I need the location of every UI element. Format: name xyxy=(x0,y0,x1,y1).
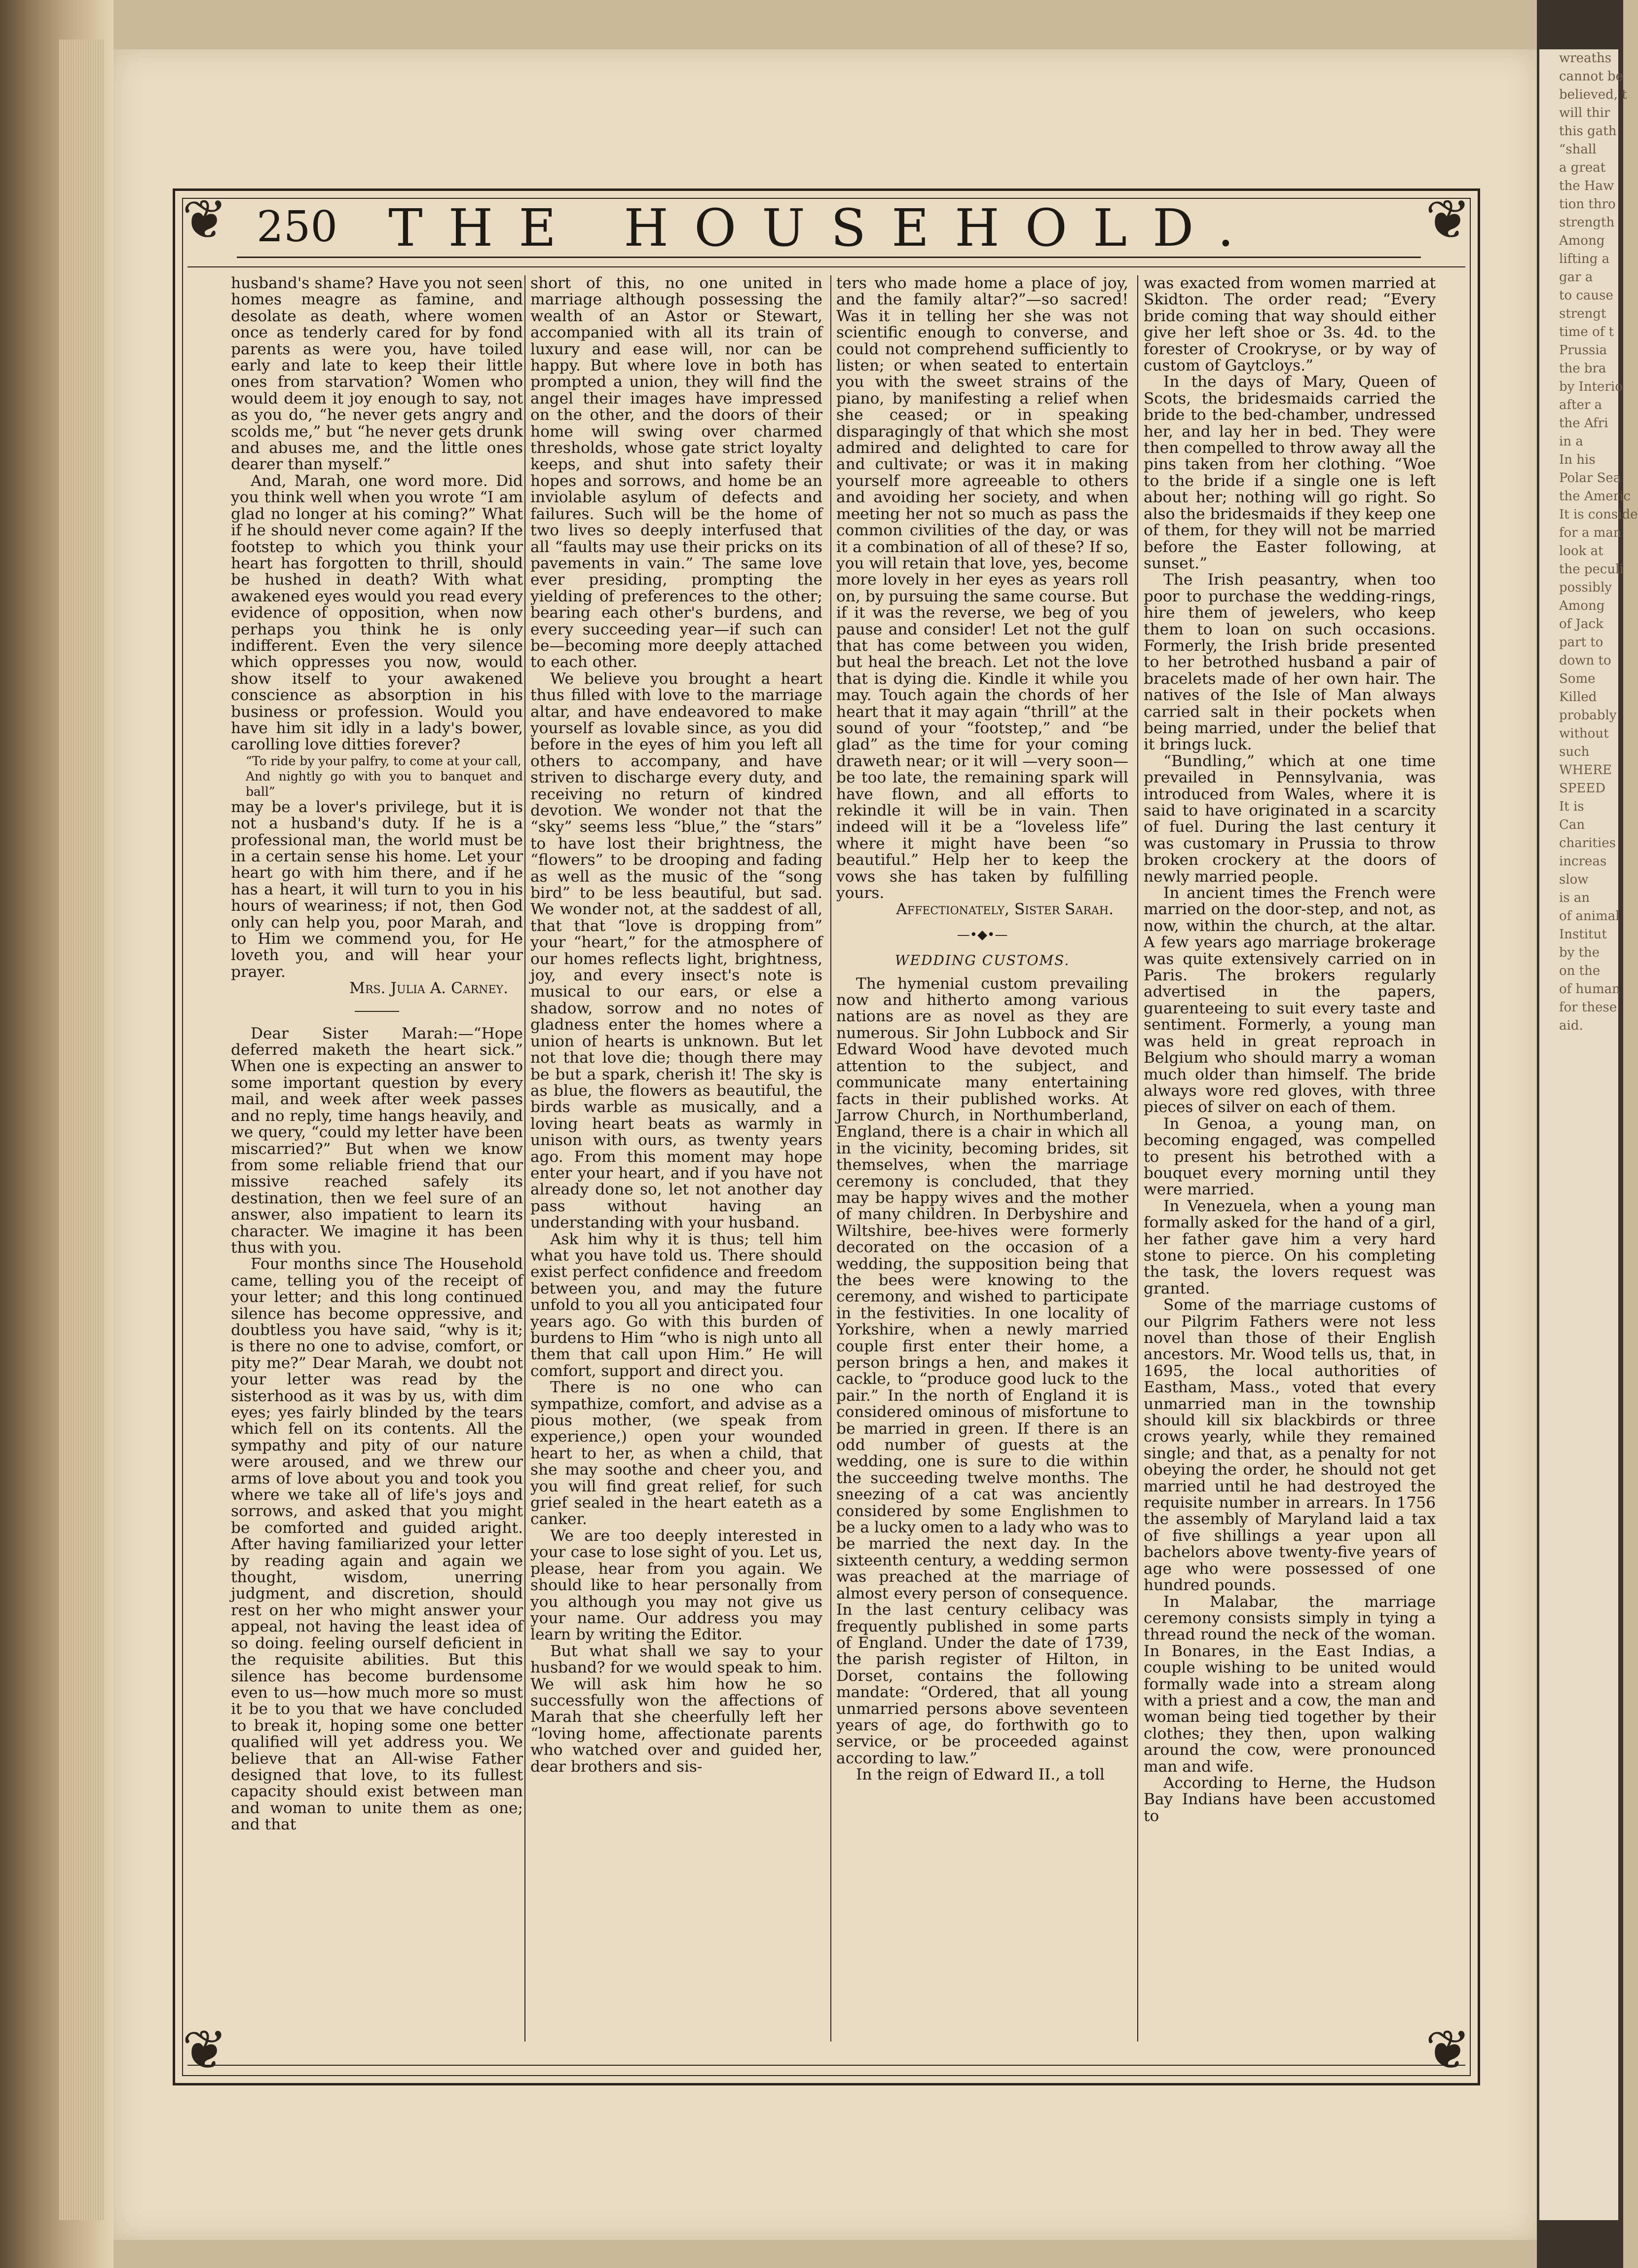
next-page-text-fragment: on the xyxy=(1559,964,1601,978)
column-divider xyxy=(524,275,525,2042)
paragraph: We are too deeply interested in your case to lose sight of you. Let us, please, hear from you again. We should like to hear personally from you although you may not give us your name. Our address you may learn by writing the Editor. xyxy=(530,1526,822,1644)
next-page-text-fragment: increas xyxy=(1559,854,1607,869)
next-page-text-fragment: wreaths xyxy=(1559,51,1612,66)
corner-ornament-icon: ❦ xyxy=(182,188,228,251)
paragraph: In ancient times the French were married on the door-step, and not, as now, within the church, at the altar. A few years ago marriage brokerage was quite extensively carried on in Paris. The brokers regularly advertised in the papers, guarenteeing to suit every taste and sentiment. Formerly, a young man was held in great reproach in Belgium who should marry a woman much older than himself. The bride always wore red gloves, with three pieces of silver on each of them. xyxy=(1144,884,1436,1116)
paragraph: We believe you brought a heart thus filled with love to the marriage altar, and have endeavored to make yourself as lovable since, as you did before in the eyes of him you left all others to accompany, and have striven to discharge every duty, and receiving no return of kindred devotion. We wonder not that the “sky” seems less “blue,” the “stars” to have lost their brightness, the “flowers” to be drooping and fading as well as the music of the “song bird” to be less beautiful, but sad. We wonder not, at the saddest of all, that that “love is dropping from” your “heart,” for the atmosphere of our homes reflects light, brightness, joy, and every insect's note is musical to our ears, or else a shadow, sorrow and no notes of gladness enter the homes where a union of hearts is unknown. But let not that love die; though there may be but a spark, cherish it! The sky is as blue, the flowers as beautiful, the birds warble as musically, and a loving heart beats as warmly in unison with ours, as twenty years ago. From this moment may hope enter your heart, and if you have not already done so, let not another day pass without having an understanding with your husband. xyxy=(530,669,822,1232)
paragraph: ters who made home a place of joy, and the family altar?”—so sacred! Was it in telling her she was not scientific enough to converse, and could not comprehend sufficiently to listen; or when seated to entertain you with the sweet strains of the piano, by manifesting a relief when she ceased; or in speaking disparagingly of that which she most admired and delighted to care for and cultivate; or was it in making yourself more agreeable to others and avoiding her society, and when meeting her not so much as pass the common civilities of the day, or was it a combination of all of these? If so, you will retain that love, yes, become more lovely in her eyes as years roll on, by pursuing the same course. But if it was the reverse, we beg of you pause and consider! Let not the gulf that has come between you widen, but heal the breach. Let not the love that is dying die. Kindle it while you may. Touch again the chords of her heart that it may again “thrill” at the sound of your “footstep,” and “be glad” as the time for your coming draweth near; or it will —very soon—be too late, the remaining spark will have flown, and all efforts to rekindle it will be in vain. Then indeed will it be a “loveless life” where it might have been “so beautiful.” Help her to keep the vows she has taken by fulfilling yours. xyxy=(836,274,1128,902)
next-page-text-fragment: strength xyxy=(1559,215,1615,230)
next-page-text-fragment: for a man xyxy=(1559,525,1622,540)
paragraph: There is no one who can sympathize, comfort, and advise as a pious mother, (we speak from experience,) open your wounded heart to her, as when a child, that she may soothe and cheer you, and you will find great relief, for such grief sealed in the heart eateth as a canker. xyxy=(530,1378,822,1528)
corner-ornament-icon: ❦ xyxy=(1425,188,1471,251)
paragraph: In Genoa, a young man, on becoming engaged, was compelled to present his betrothed with a bouquet every morning until they were married. xyxy=(1144,1115,1436,1199)
paragraph: And, Marah, one word more. Did you think well when you wrote “I am glad no longer at his coming?” What if he should never come again? If the footstep to which you think your heart has forgotten to thrill, should be hushed in death? With what awakened eyes would you read every evidence of opposition, when now perhaps you think he is only indifferent. Even the very silence which oppresses you now, would show itself to your awakened conscience as absorption in his business or profession. Would you have him sit idly in a lady's bower, carolling love ditties forever? xyxy=(231,472,523,754)
footer-rule xyxy=(187,2065,1465,2066)
paragraph: Four months since The Household came, telling you of the receipt of your letter; and this long continued silence has become oppressive, and doubtless you have said, “why is it; is there no one to advise, comfort, or pity me?” Dear Marah, we doubt not your letter was read by the sisterhood as it was by us, with dim eyes; yes fairly blinded by the tears which fell on its contents. All the sympathy and pity of our nature were aroused, and we threw our arms of love about you and took you where we take all of life's joys and sorrows, and asked that you might be comforted and guided aright. After having familiarized your letter by reading again and again we thought, wisdom, unerring judgment, and discretion, should rest on her who might answer your appeal, not having the least idea of so doing. feeling ourself deficient in the requisite abilities. But this silence has become burdensome even to us—how much more so must it be to you that we have concluded to break it, hoping some one better qualified will yet address you. We believe that an All-wise Father designed that love, to its fullest capacity should exist between man and woman to unite them as one; and that xyxy=(231,1255,523,1834)
next-page-text-fragment: time of t xyxy=(1559,325,1614,339)
column-1 xyxy=(231,275,523,2042)
next-page-text-fragment: lifting a xyxy=(1559,252,1610,266)
column-2 xyxy=(530,275,822,2042)
paragraph: husband's shame? Have you not seen homes meagre as famine, and desolate as death, where women once as tenderly cared for by fond parents as were you, have toiled early and late to keep their little ones from starvation? Women who would deem it joy enough to say, not as you do, “he never gets angry and scolds me,” but “he never gets drunk and abuses me, and the little ones dearer than myself.” xyxy=(231,274,523,474)
next-page-text-fragment: this gath xyxy=(1559,124,1617,139)
book-left-page-edges xyxy=(0,0,113,2268)
next-page-text-fragment: for these xyxy=(1559,1000,1617,1015)
page-stack xyxy=(59,39,104,2220)
next-page-text-fragment: the Americ xyxy=(1559,489,1631,504)
paragraph: may be a lover's privilege, but it is not a husband's duty. If he is a professional man, the world must be in a certain sense his home. Let your heart go with him there, and if he has a heart, it will turn to you in his hours of weariness; if not, then God only can help you, poor Marah, and to Him we commend you, for He loveth you, and will hear your prayer. xyxy=(231,798,523,981)
next-page-text-fragment: the Haw xyxy=(1559,179,1614,193)
next-page-text-fragment: of human xyxy=(1559,982,1620,997)
paragraph: The hymenial custom prevailing now and hitherto among various nations are as novel as they are numerous. Sir John Lubbock and Sir Edward Wood have devoted much attention to the subject, and communicate many entertaining facts in their published works. At Jarrow Church, in Northumberland, England, there is a chair in which all in the vicinity, becoming brides, sit themselves, when the marriage ceremony is concluded, that they may be happy wives and the mother of many children. In Derbyshire and Wiltshire, bee-hives were formerly decorated on the occasion of a wedding, the supposition being that the bees were knowing to the ceremony, and wished to participate in the festivities. In one locality of Yorkshire, when a newly married couple first enter their home, a person brings a hen, and makes it cackle, to “produce good luck to the pair.” In the north of England it is considered ominous of misfortune to be married in green. If there is an odd number of guests at the wedding, one is sure to die within the succeeding twelve months. The sneezing of a cat was anciently considered by some Englishmen to be a lucky omen to a lady who was to be married the next day. In the sixteenth century, a wedding sermon was preached at the marriage of almost every person of consequence. In the last century celibacy was frequently published in some parts of England. Under the date of 1739, the parish register of Hilton, in Dorset, contains the following mandate: “Ordered, that all young unmarried persons above seventeen years of age, do forthwith go to service, or be proceeded against according to law.” xyxy=(836,974,1128,1767)
next-page-text-fragment: part to xyxy=(1559,635,1603,650)
next-page-text-fragment: the Afri xyxy=(1559,416,1608,431)
poem-line: “To ride by your palfry, to come at your call, xyxy=(246,753,521,768)
next-page-text-fragment: It is xyxy=(1559,799,1584,814)
next-page-text-fragment: Polar Sea xyxy=(1559,471,1621,485)
next-page-text-fragment: possibly xyxy=(1559,580,1612,595)
paragraph: Some of the marriage customs of our Pilgrim Fathers were not less novel than those of their English ancestors. Mr. Wood tells us, that, in 1695, the local authorities of Eastham, Mass., voted that every unmarried man in the township should kill six blackbirds or three crows yearly, while they remained single; and that, as a penalty for not obeying the order, he should not get married until he had destroyed the requisite number in arrears. In 1756 the assembly of Maryland laid a tax of five shillings a year upon all bachelors above twenty-five years of age who were possessed of one hundred pounds. xyxy=(1144,1296,1436,1595)
next-page-text-fragment: slow xyxy=(1559,872,1589,887)
next-page-text-fragment: of Jack xyxy=(1559,617,1603,632)
column-3 xyxy=(836,275,1128,2042)
header-rule xyxy=(187,266,1465,267)
next-page-text-fragment: “shall xyxy=(1559,142,1597,157)
column-4 xyxy=(1144,275,1436,2042)
paragraph: According to Herne, the Hudson Bay Indians have been accustomed to xyxy=(1144,1774,1436,1825)
next-page-text-fragment: strengt xyxy=(1559,306,1606,321)
header-rule xyxy=(237,257,1421,258)
paragraph: Ask him why it is thus; tell him what you have told us. There should exist perfect confidence and freedom between you, and may the future unfold to you all you anticipated four years ago. Go with this burden of burdens to Him “who is nigh unto all them that call upon Him.” He will comfort, support and direct you. xyxy=(530,1230,822,1380)
next-page-text-fragment: a great xyxy=(1559,160,1606,175)
next-page-text-fragment: In his xyxy=(1559,452,1596,467)
next-page-text-fragment: Institut xyxy=(1559,927,1607,942)
next-page-text-fragment: Among xyxy=(1559,233,1605,248)
page-number: 250 xyxy=(257,202,338,252)
column-divider xyxy=(830,275,831,2042)
paragraph: Dear Sister Marah:—“Hope deferred maketh the heart sick.” When one is expecting an answer to some important question by every mail, and week after week passes and no reply, time hangs heavily, and we query, “could my letter have been miscarried?” But when we know from some reliable friend that our missive reached safely its destination, then we feel sure of an answer, also impatient to learn its character. We imagine it has been thus with you. xyxy=(231,1024,523,1257)
next-page-text-fragment: aid. xyxy=(1559,1018,1583,1033)
corner-ornament-icon: ❦ xyxy=(182,2018,228,2082)
next-page-text-fragment: the peculi xyxy=(1559,562,1624,577)
next-page-text-fragment: tion thro xyxy=(1559,197,1616,212)
next-page-text-fragment: after a xyxy=(1559,398,1602,412)
section-divider xyxy=(355,1011,399,1012)
ornament-divider-icon: —•◆•— xyxy=(957,927,1008,942)
paragraph: “Bundling,” which at one time prevailed in Pennsylvania, was introduced from Wales, where it is said to have originated in a scarcity of fuel. During the last century it was customary in Prussia to throw broken crockery at the doors of newly married people. xyxy=(1144,752,1436,886)
signature: Mrs. Julia A. Carney. xyxy=(349,979,508,998)
next-page-text-fragment: Prussia xyxy=(1559,343,1607,358)
next-page-text-fragment: in a xyxy=(1559,434,1583,449)
next-page-text-fragment: cannot be xyxy=(1559,69,1623,84)
next-page-text-fragment: such xyxy=(1559,744,1590,759)
paragraph: short of this, no one united in marriage although possessing the wealth of an Astor or Stewart, accompanied with all its train of luxury and ease will, nor can be happy. But where love in both has prompted a union, they will find the angel their images have impressed on the other, and the doors of their home will swing over charmed thresholds, whose gate strict loyalty keeps, and shut into safety their hopes and sorrows, and home be an inviolable asylum of defects and failures. Such will be the home of two lives so deeply interfused that all “faults may use their pricks on its pavements in vain.” The same love ever presiding, prompting the yielding of preferences to the other; bearing each other's burdens, and every succeeding year—if such can be—becoming more deeply attached to each other. xyxy=(530,274,822,671)
next-page-text-fragment: of animal xyxy=(1559,909,1620,924)
next-page-text-fragment: Some xyxy=(1559,671,1596,686)
next-page-text-fragment: without xyxy=(1559,726,1609,741)
next-page-text-fragment: is an xyxy=(1559,891,1590,905)
next-page-text-fragment: SPEED xyxy=(1559,781,1606,796)
next-page-text-fragment: WHERE xyxy=(1559,763,1612,778)
column-divider xyxy=(1137,275,1138,2042)
paragraph: In Malabar, the marriage ceremony consists simply in tying a thread round the neck of the woman. In Bonares, in the East Indias, a couple wishing to be united would formally wade into a stream along with a priest and a cow, the man and woman being tied together by their clothes; they then, upon walking around the cow, were pronounced man and wife. xyxy=(1144,1593,1436,1776)
next-page-text-fragment: charities xyxy=(1559,836,1616,851)
next-page-fragment xyxy=(1539,49,1638,2220)
paragraph: The Irish peasantry, when too poor to purchase the wedding-rings, hire them of jewelers, who keep them to loan on such occasions. Formerly, the Irish bride presented to her betrothed husband a pair of bracelets made of her own hair. The natives of the Isle of Man always carried salt in their pockets when being married, under the belief that it brings luck. xyxy=(1144,571,1436,754)
next-page-text-fragment: Killed xyxy=(1559,690,1597,705)
paragraph: In the days of Mary, Queen of Scots, the bridesmaids carried the bride to the bed-chamber, undressed her, and lay her in bed. They were then compelled to throw away all the pins taken from her clothing. “Woe to the bride if a single one is left about her; nothing will go right. So also the bridesmaids if they keep one of them, for they will not be married before the Easter following, at sunset.” xyxy=(1144,373,1436,572)
paragraph: was exacted from women married at Skidton. The order read; “Every bride coming that way should either give her left shoe or 3s. 4d. to the forester of Crookryse, or by way of custom of Gaytcloys.” xyxy=(1144,274,1436,375)
paragraph: In Venezuela, when a young man formally asked for the hand of a girl, her father gave him a very hard stone to pierce. On his completing the task, the lovers request was granted. xyxy=(1144,1197,1436,1298)
next-page-text-fragment: Can xyxy=(1559,818,1585,832)
next-page-text-fragment: down to xyxy=(1559,653,1611,668)
next-page-text-fragment: by the xyxy=(1559,945,1600,960)
next-page-text-fragment: probably xyxy=(1559,708,1617,723)
next-page-text-fragment: It is conside xyxy=(1559,507,1638,522)
signature: Affectionately, Sister Sarah. xyxy=(896,900,1114,919)
next-page-text-fragment: by Interio xyxy=(1559,379,1623,394)
next-page-text-fragment: Among xyxy=(1559,598,1605,613)
section-heading: WEDDING CUSTOMS. xyxy=(894,952,1070,969)
corner-ornament-icon: ❦ xyxy=(1425,2018,1471,2082)
next-page-text-fragment: the bra xyxy=(1559,361,1606,376)
poem-line: And nightly go with you to banquet and ball” xyxy=(246,769,523,799)
next-page-text-fragment: gar a xyxy=(1559,270,1593,285)
next-page-text-fragment: look at xyxy=(1559,544,1603,558)
next-page-text-fragment: believed, t xyxy=(1559,87,1627,102)
paragraph: In the reign of Edward II., a toll xyxy=(856,1766,1105,1784)
page-title: THE HOUSEHOLD. xyxy=(388,198,1260,258)
next-page-text-fragment: will thir xyxy=(1559,106,1610,120)
next-page-text-fragment: to cause xyxy=(1559,288,1613,303)
paragraph: But what shall we say to your husband? for we would speak to him. We will ask him how he so successfully won the affections of Marah that she cheerfully left her “loving home, affectionate parents who watched over and guided her, dear brothers and sis- xyxy=(530,1642,822,1776)
